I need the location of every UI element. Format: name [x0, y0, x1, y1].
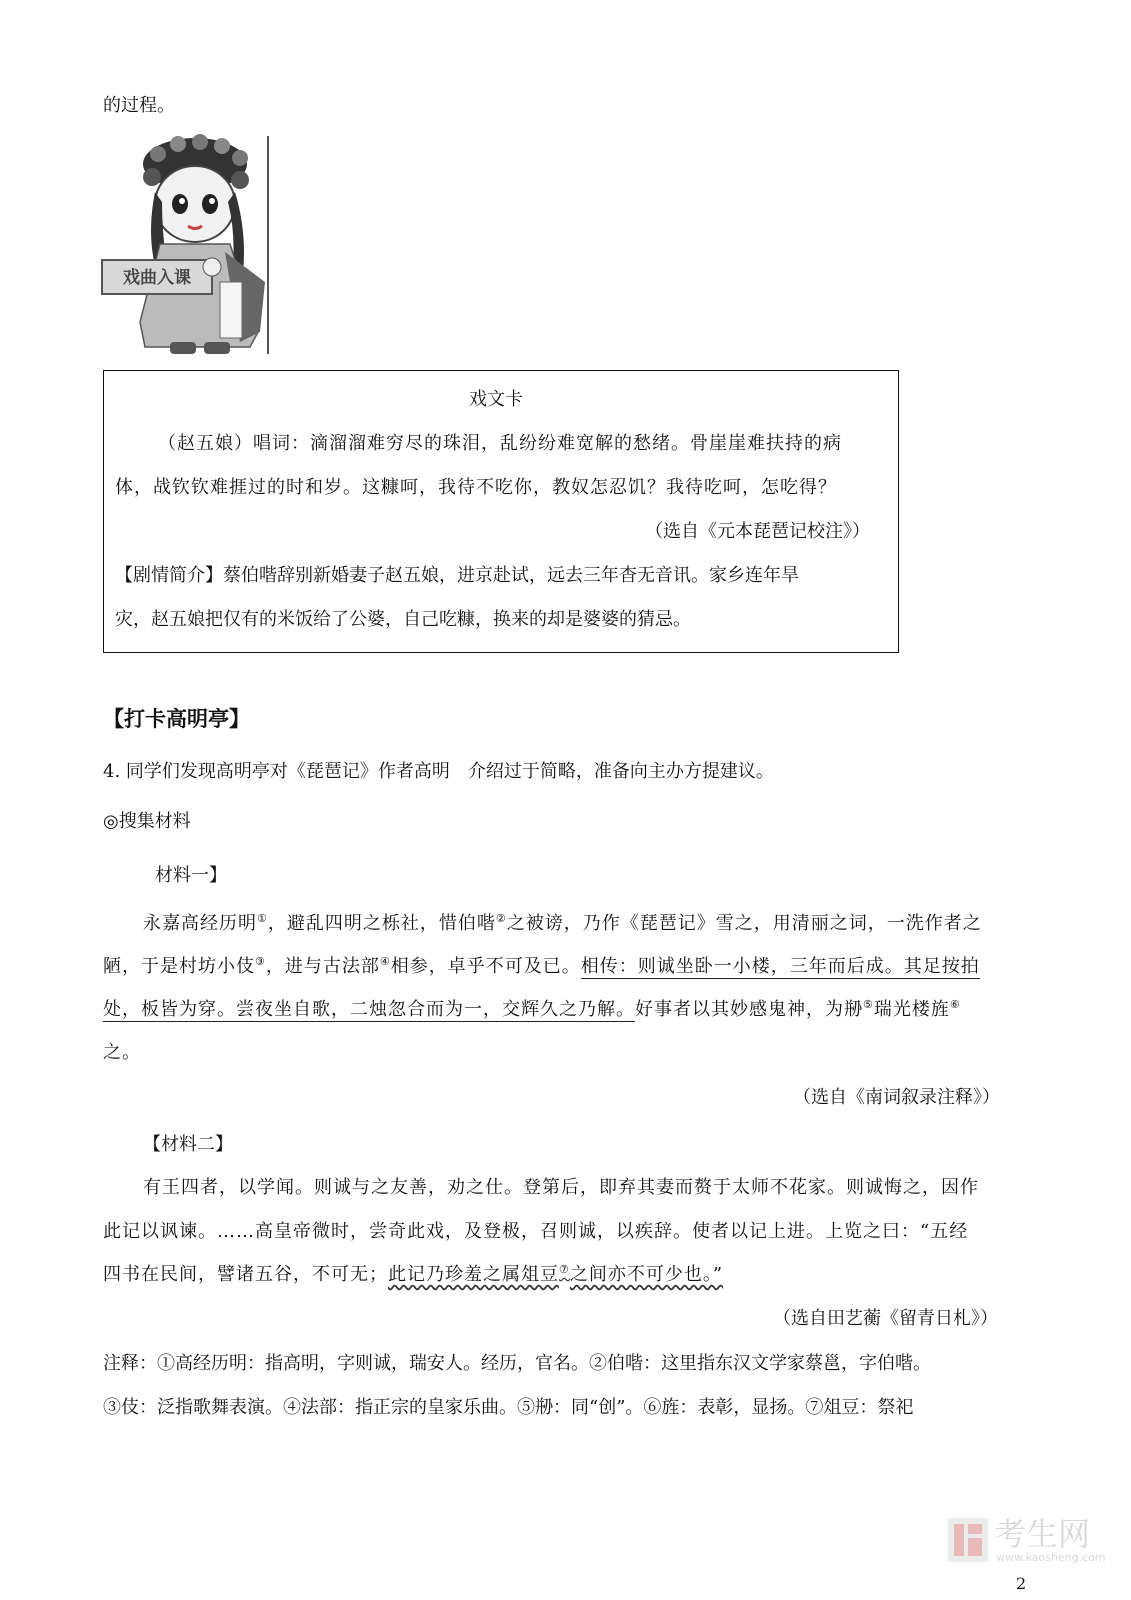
- underlined-passage: 相传：则诚坐卧一小楼，三年而后成。其足按拍: [580, 956, 980, 977]
- material-1-line-2: 陋，于是村坊小伎③，进与古法部④相参，卓乎不可及已。相传：则诚坐卧一小楼，三年而后成。其足按拍: [103, 955, 980, 977]
- card-intro-line-1: 【剧情简介】蔡伯喈辞别新婚妻子赵五娘，进京赴试，远去三年杳无音讯。家乡连年旱: [115, 565, 799, 586]
- notes-line-1: 注释：①高经历明：指高明，字则诚，瑞安人。经历，官名。②伯喈：这里指东汉文学家蔡邕，字伯喈。: [103, 1353, 931, 1374]
- material-1-line-1: 永嘉高经历明①，避乱四明之栎社，惜伯喈②之被谤，乃作《琵琶记》雪之，用清丽之词，一洗作者之: [143, 912, 982, 934]
- continued-text: 的过程。: [103, 95, 175, 116]
- kaosheng-logo-icon: [948, 1518, 988, 1562]
- card-source: （选自《元本琵琶记校注》）: [645, 521, 870, 542]
- material-2-source: （选自田艺蘅《留青日札》）: [773, 1308, 998, 1329]
- material-1-source: （选自《南词叙录注释》）: [793, 1087, 1000, 1108]
- material-2-line-2: 此记以讽谏。……高皇帝微时，尝奇此戏，及登极，召则诚，以疾辞。使者以记上进。上览之曰：“五经: [103, 1221, 969, 1242]
- notes-line-2: ③伎：泛指歌舞表演。④法部：指正宗的皇家乐曲。⑤剙：同“创”。⑥旌：表彰，显扬。⑦俎豆：祭祀: [103, 1397, 914, 1418]
- underlined-passage-cont: 处，板皆为穿。尝夜坐自歌，二烛忽合而为一，交辉久之乃解。: [103, 999, 635, 1020]
- material-1-label: 材料一】: [155, 865, 227, 886]
- collect-materials-label: ◎搜集材料: [103, 811, 191, 832]
- banner-sign-text: 戏曲入课: [123, 268, 191, 288]
- material-1-line-3: 处，板皆为穿。尝夜坐自歌，二烛忽合而为一，交辉久之乃解。好事者以其妙感鬼神，为剙⑤瑞光楼旌⑥: [103, 998, 961, 1020]
- material-2-line-1: 有王四者，以学闻。则诚与之友善，劝之仕。登第后，即弃其妻而赘于太师不花家。则诚悔之，因作: [143, 1177, 979, 1198]
- section-heading: 【打卡高明亭】: [103, 706, 250, 731]
- card-intro-line-2: 灾，赵五娘把仅有的米饭给了公婆，自己吃糠，换来的却是婆婆的猜忌。: [115, 609, 691, 630]
- card-title: 戏文卡: [469, 389, 523, 410]
- card-lyric-line-1: （赵五娘）唱词：滴溜溜难穷尽的珠泪，乱纷纷难宽解的愁绪。骨崖崖难扶持的病: [158, 433, 842, 454]
- material-2-label: 【材料二】: [143, 1134, 233, 1155]
- wavy-underlined-passage: 此记乃珍羞之属俎豆: [388, 1264, 559, 1285]
- material-2-line-3: 四书在民间，譬诸五谷，不可无；此记乃珍羞之属俎豆⑦之间亦不可少也。”: [103, 1263, 724, 1285]
- question-4: 4. 同学们发现高明亭对《琵琶记》作者高明 介绍过于简略，准备向主办方提建议。: [103, 761, 774, 782]
- watermark-brand: 考生网: [994, 1515, 1091, 1553]
- opera-figure-illustration: [100, 132, 280, 360]
- opera-character-image: [100, 132, 280, 360]
- watermark-url: www.kaosheng.com: [996, 1551, 1106, 1564]
- material-1-line-4: 之。: [103, 1042, 141, 1063]
- page-number: 2: [1016, 1574, 1027, 1593]
- card-lyric-line-2: 体，战钦钦难捱过的时和岁。这糠呵，我待不吃你，教奴怎忍饥？我待吃呵，怎吃得？: [115, 477, 837, 498]
